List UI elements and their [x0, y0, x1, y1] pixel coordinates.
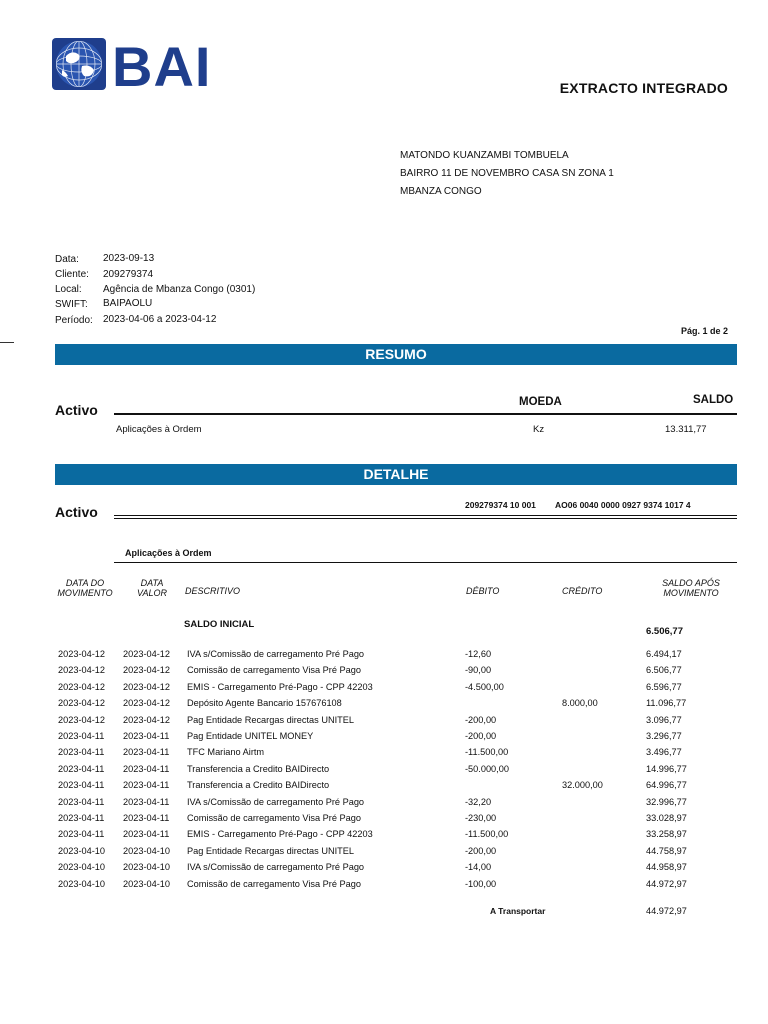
header-data-valor: DATA VALOR: [136, 578, 167, 598]
row-date-movimento: 2023-04-10: [58, 862, 105, 873]
row-date-movimento: 2023-04-12: [58, 649, 105, 659]
row-date-movimento: 2023-04-11: [58, 780, 105, 791]
row-date-valor: 2023-04-12: [123, 698, 170, 709]
row-date-valor: 2023-04-10: [123, 862, 170, 873]
row-date-movimento: 2023-04-11: [58, 796, 105, 807]
row-descritivo: EMIS - Carregamento Pré-Pago - CPP 42203: [187, 829, 373, 840]
row-date-valor: 2023-04-11: [123, 813, 170, 823]
table-row: [0, 829, 768, 845]
table-row: [0, 682, 768, 698]
row-date-movimento: 2023-04-11: [58, 763, 105, 774]
row-credito: 32.000,00: [562, 780, 603, 791]
row-debito: -200,00: [465, 714, 497, 725]
row-descritivo: Transferencia a Credito BAIDirecto: [187, 763, 330, 774]
detalhe-rule-bottom: [114, 518, 737, 519]
row-descritivo: IVA s/Comissão de carregamento Pré Pago: [187, 796, 365, 807]
meta-value-periodo: 2023-04-06 a 2023-04-12: [103, 314, 217, 325]
row-saldo: 44.958,97: [646, 862, 687, 873]
client-address-line2: MBANZA CONGO: [400, 186, 482, 197]
document-title: EXTRACTO INTEGRADO: [559, 80, 728, 96]
row-saldo: 44.972,97: [646, 878, 687, 889]
row-saldo: 6.494,17: [646, 649, 682, 659]
table-row: [0, 813, 768, 829]
saldo-inicial-label: SALDO INICIAL: [184, 619, 255, 630]
row-date-valor: 2023-04-11: [123, 763, 170, 774]
row-date-movimento: 2023-04-12: [58, 681, 105, 692]
table-row: [0, 731, 768, 747]
transport-label: A Transportar: [490, 906, 546, 916]
row-saldo: 3.096,77: [646, 714, 682, 725]
row-debito: -50.000,00: [465, 763, 509, 774]
table-row: [0, 698, 768, 714]
row-debito: -100,00: [465, 878, 497, 889]
row-date-movimento: 2023-04-12: [58, 665, 105, 676]
row-debito: -90,00: [465, 665, 492, 676]
meta-label-swift: SWIFT:: [55, 299, 88, 310]
table-row: [0, 846, 768, 862]
row-debito: -32,20: [465, 796, 492, 807]
header-credito: CRÉDITO: [562, 586, 603, 596]
resumo-row-saldo: 13.311,77: [665, 424, 707, 435]
table-row: [0, 747, 768, 763]
row-descritivo: IVA s/Comissão de carregamento Pré Pago: [187, 649, 365, 659]
row-descritivo: Comissão de carregamento Visa Pré Pago: [187, 665, 361, 676]
row-date-valor: 2023-04-12: [123, 665, 170, 676]
account-iban: AO06 0040 0000 0927 9374 1017 4: [555, 500, 691, 510]
row-saldo: 64.996,77: [646, 780, 687, 791]
row-saldo: 6.506,77: [646, 665, 682, 676]
client-address-line1: BAIRRO 11 DE NOVEMBRO CASA SN ZONA 1: [400, 168, 614, 179]
table-row: [0, 715, 768, 731]
row-date-movimento: 2023-04-11: [58, 731, 105, 741]
margin-tick: [0, 342, 14, 343]
row-date-valor: 2023-04-12: [123, 681, 170, 692]
resumo-col-moeda: MOEDA: [519, 396, 562, 408]
row-descritivo: Comissão de carregamento Visa Pré Pago: [187, 878, 361, 889]
row-debito: -11.500,00: [465, 747, 509, 758]
row-date-movimento: 2023-04-10: [58, 845, 105, 856]
row-saldo: 3.496,77: [646, 747, 682, 758]
table-row: [0, 764, 768, 780]
table-row: [0, 797, 768, 813]
saldo-inicial-value: 6.506,77: [646, 626, 683, 637]
transport-value: 44.972,97: [646, 906, 687, 916]
meta-value-data: 2023-09-13: [103, 253, 155, 264]
header-debito: DÉBITO: [466, 586, 500, 596]
row-date-valor: 2023-04-11: [123, 747, 170, 758]
account-number: 209279374 10 001: [465, 500, 536, 510]
row-date-movimento: 2023-04-12: [58, 698, 105, 709]
row-date-valor: 2023-04-11: [123, 780, 170, 791]
row-saldo: 11.096,77: [646, 698, 687, 709]
table-row: [0, 665, 768, 681]
row-date-movimento: 2023-04-11: [58, 813, 105, 823]
detalhe-bar: DETALHE: [55, 464, 737, 485]
row-date-valor: 2023-04-10: [123, 878, 170, 889]
row-saldo: 32.996,77: [646, 796, 687, 807]
resumo-col-saldo: SALDO: [693, 394, 734, 406]
row-date-valor: 2023-04-12: [123, 714, 170, 725]
meta-label-data: Data:: [55, 254, 79, 265]
row-date-valor: 2023-04-12: [123, 649, 170, 659]
resumo-rule: [114, 413, 737, 415]
bai-logo: [52, 38, 212, 92]
row-descritivo: Depósito Agente Bancario 157676108: [187, 698, 342, 709]
row-saldo: 44.758,97: [646, 845, 687, 856]
table-row: [0, 649, 768, 665]
header-descritivo: DESCRITIVO: [185, 586, 241, 596]
row-date-movimento: 2023-04-11: [58, 829, 105, 840]
meta-label-local: Local:: [55, 284, 82, 295]
resumo-section-title: Activo: [55, 402, 98, 418]
row-saldo: 33.258,97: [646, 829, 687, 840]
subsection-rule: [114, 562, 737, 563]
row-debito: -4.500,00: [465, 681, 504, 692]
row-debito: -11.500,00: [465, 829, 509, 840]
detalhe-section-title: Activo: [55, 504, 98, 520]
row-debito: -230,00: [465, 813, 497, 823]
row-credito: 8.000,00: [562, 698, 598, 709]
row-date-valor: 2023-04-11: [123, 829, 170, 840]
row-debito: -200,00: [465, 731, 497, 741]
meta-value-cliente: 209279374: [103, 269, 154, 280]
table-row: [0, 862, 768, 878]
detalhe-rule-top: [114, 515, 737, 516]
row-date-movimento: 2023-04-11: [58, 747, 105, 758]
page-number: Pág. 1 de 2: [680, 326, 728, 336]
row-date-movimento: 2023-04-12: [58, 714, 105, 725]
resumo-row-desc: Aplicações à Ordem: [116, 424, 202, 435]
row-saldo: 14.996,77: [646, 763, 687, 774]
resumo-row-moeda: Kz: [533, 424, 545, 435]
row-date-valor: 2023-04-10: [123, 845, 170, 856]
meta-value-swift: BAIPAOLU: [103, 298, 153, 309]
row-saldo: 6.596,77: [646, 681, 682, 692]
row-descritivo: IVA s/Comissão de carregamento Pré Pago: [187, 862, 365, 873]
row-date-valor: 2023-04-11: [123, 731, 170, 741]
row-date-movimento: 2023-04-10: [58, 878, 105, 889]
meta-value-local: Agência de Mbanza Congo (0301): [103, 284, 256, 295]
row-descritivo: Transferencia a Credito BAIDirecto: [187, 780, 330, 791]
row-descritivo: EMIS - Carregamento Pré-Pago - CPP 42203: [187, 681, 373, 692]
header-data-movimento: DATA DO MOVIMENTO: [57, 578, 113, 598]
row-descritivo: Pag Entidade UNITEL MONEY: [187, 731, 314, 741]
logo-text: BAI: [112, 38, 212, 92]
row-debito: -14,00: [465, 862, 492, 873]
table-row: [0, 780, 768, 796]
header-saldo-apos: SALDO APÓS MOVIMENTO: [662, 578, 720, 598]
row-debito: -12,60: [465, 649, 492, 659]
row-descritivo: Pag Entidade Recargas directas UNITEL: [187, 714, 354, 725]
row-descritivo: Pag Entidade Recargas directas UNITEL: [187, 845, 354, 856]
table-row: [0, 879, 768, 895]
meta-label-cliente: Cliente:: [55, 269, 89, 280]
row-descritivo: Comissão de carregamento Visa Pré Pago: [187, 813, 361, 823]
row-saldo: 3.296,77: [646, 731, 682, 741]
meta-label-periodo: Período:: [55, 315, 93, 326]
row-saldo: 33.028,97: [646, 813, 687, 823]
row-descritivo: TFC Mariano Airtm: [187, 747, 265, 758]
globe-logo-icon: [52, 38, 212, 92]
row-debito: -200,00: [465, 845, 497, 856]
subsection-title: Aplicações à Ordem: [125, 548, 212, 558]
row-date-valor: 2023-04-11: [123, 796, 170, 807]
client-name: MATONDO KUANZAMBI TOMBUELA: [400, 150, 569, 161]
resumo-bar: RESUMO: [55, 344, 737, 365]
